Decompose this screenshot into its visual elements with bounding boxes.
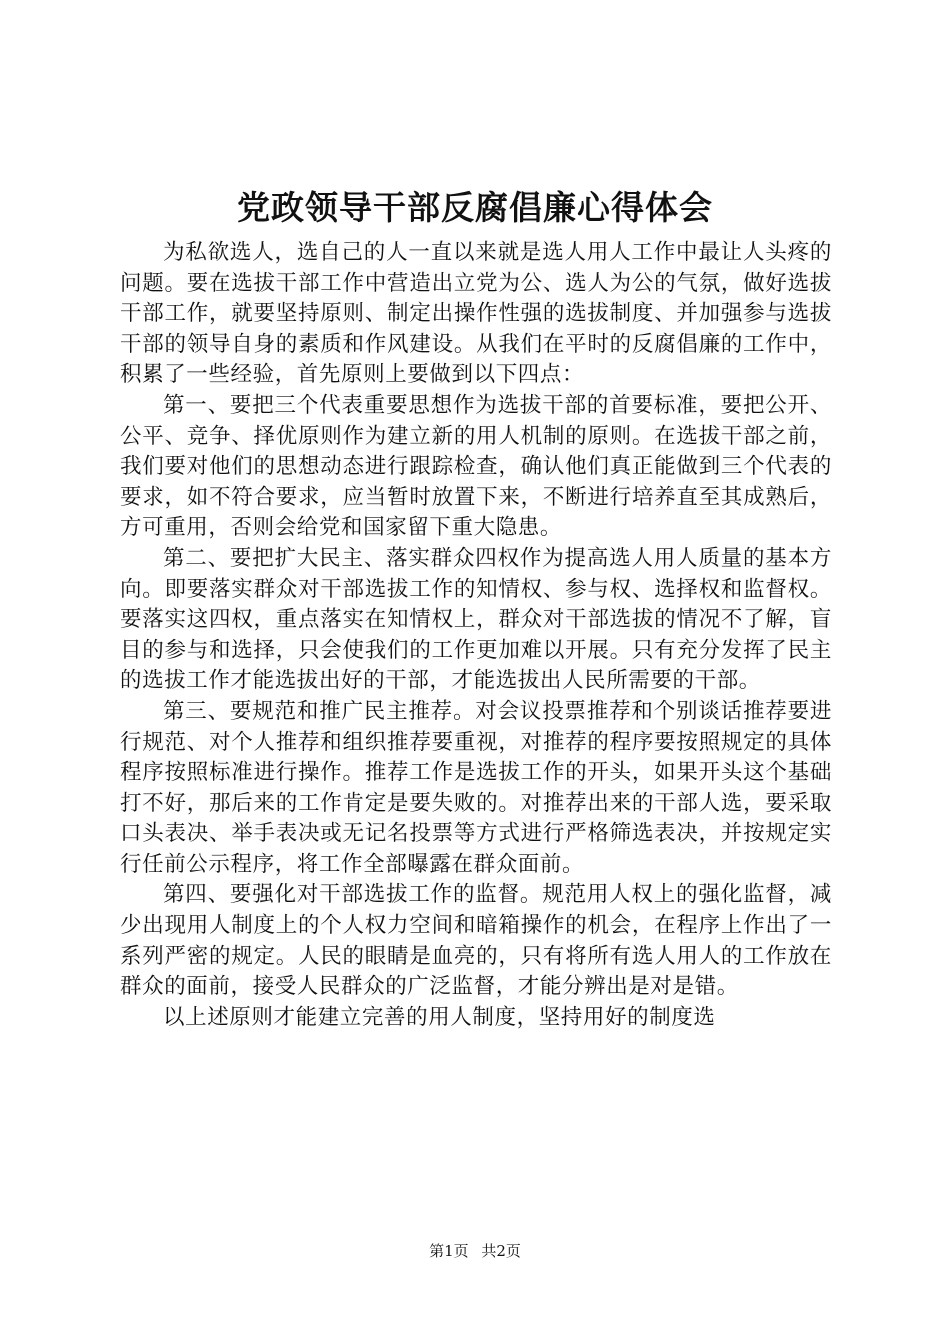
- paragraph-point-1: 第一、要把三个代表重要思想作为选拔干部的首要标准，要把公开、公平、竞争、择优原则作为建立新的用人机制的原则。在选拔干部之前，我们要对他们的思想动态进行跟踪检查，确认他们真正能做到三个代表的要求，如不符合要求，应当暂时放置下来，不断进行培养直至其成熟后，方可重用，否则会给党和国家留下重大隐患。: [120, 392, 832, 541]
- page-number-total: 共2页: [481, 1242, 521, 1260]
- paragraph-conclusion: 以上述原则才能建立完善的用人制度，坚持用好的制度选: [163, 1004, 716, 1030]
- page-number-current: 第1页: [429, 1242, 469, 1260]
- paragraph-intro: 为私欲选人，选自己的人一直以来就是选人用人工作中最让人头疼的问题。要在选拔干部工作中营造出立党为公、选人为公的气氛，做好选拔干部工作，就要坚持原则、制定出操作性强的选拔制度、并加强参与选拔干部的领导自身的素质和作风建设。从我们在平时的反腐倡廉的工作中，积累了一些经验，首先原则上要做到以下四点：: [120, 240, 832, 388]
- paragraph-point-4: 第四、要强化对干部选拔工作的监督。规范用人权上的强化监督，减少出现用人制度上的个人权力空间和暗箱操作的机会，在程序上作出了一系列严密的规定。人民的眼睛是血亮的，只有将所有选人用人的工作放在群众的面前，接受人民群众的广泛监督，才能分辨出是对是错。: [120, 882, 832, 1000]
- document-title: 党政领导干部反腐倡廉心得体会: [237, 188, 713, 227]
- paragraph-point-3: 第三、要规范和推广民主推荐。对会议投票推荐和个别谈话推荐要进行规范、对个人推荐和组织推荐要重视，对推荐的程序要按照规定的具体程序按照标准进行操作。推荐工作是选拔工作的开头，如果开头这个基础打不好，那后来的工作肯定是要失败的。对推荐出来的干部人选，要采取口头表决、举手表决或无记名投票等方式进行严格筛选表决，并按规定实行任前公示程序，将工作全部曝露在群众面前。: [120, 698, 832, 877]
- document-body: [120, 238, 832, 1033]
- page-footer: [0, 1240, 950, 1262]
- paragraph-point-2: 第二、要把扩大民主、落实群众四权作为提高选人用人质量的基本方向。即要落实群众对干部选拔工作的知情权、参与权、选择权和监督权。要落实这四权，重点落实在知情权上，群众对干部选拔的情况不了解，盲目的参与和选择，只会使我们的工作更加难以开展。只有充分发挥了民主的选拔工作才能选拔出好的干部，才能选拔出人民所需要的干部。: [120, 545, 832, 694]
